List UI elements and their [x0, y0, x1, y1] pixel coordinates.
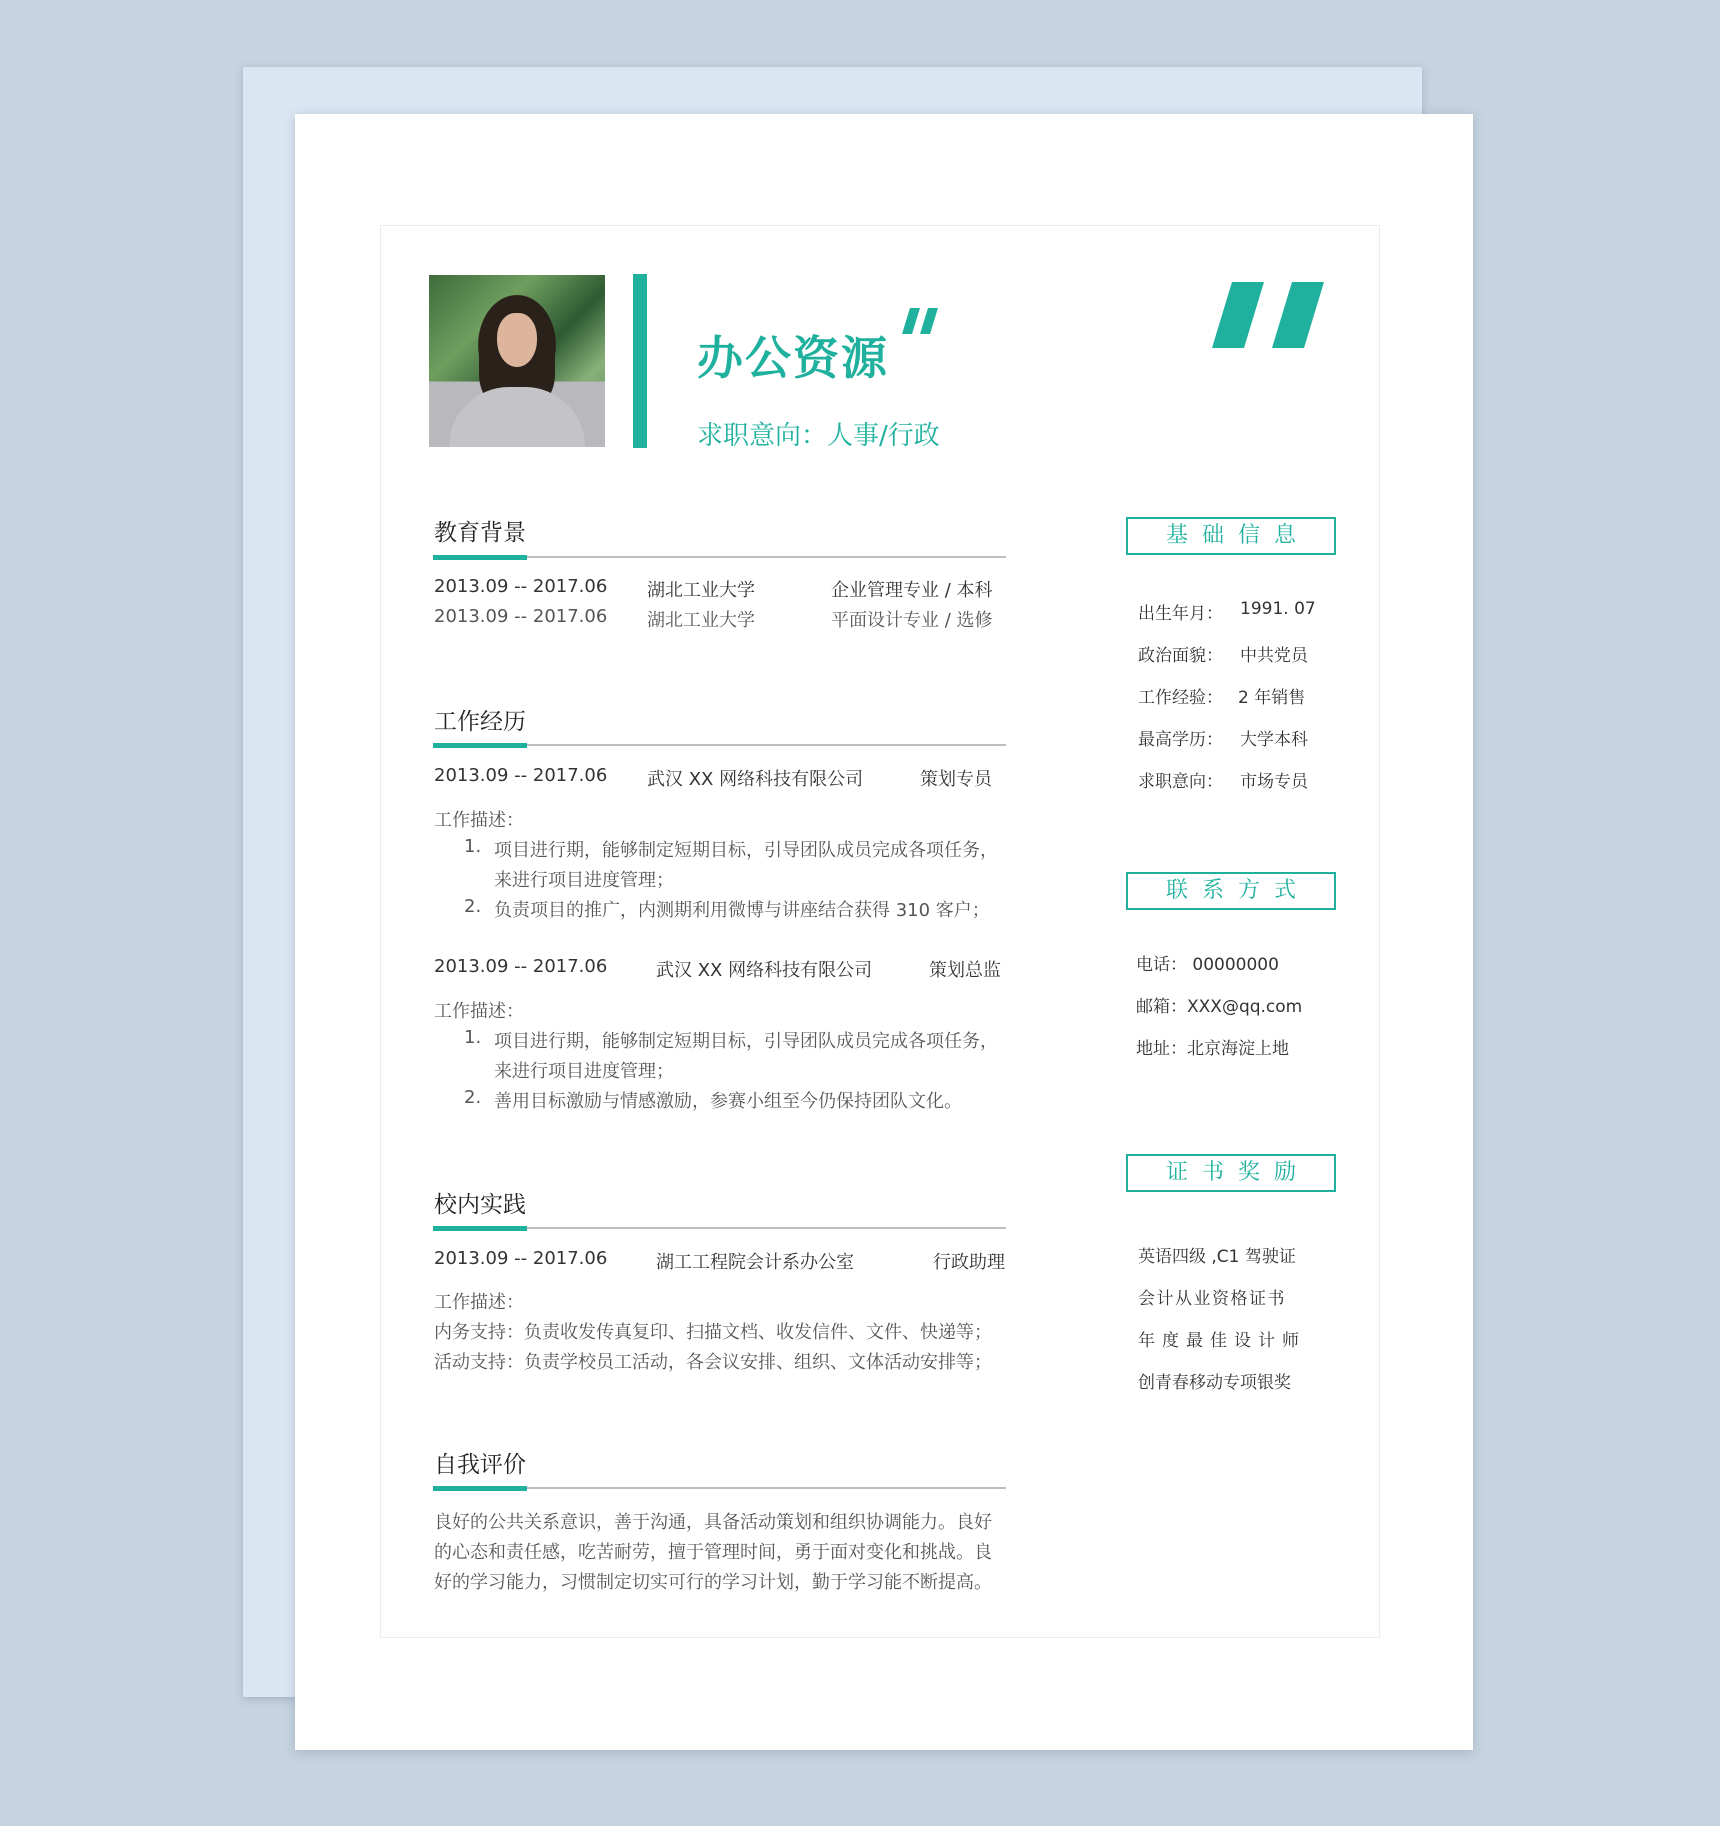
campus-desc-line: 内务支持：负责收发传真复印、扫描文档、收发信件、文件、快递等；: [434, 1322, 992, 1343]
small-quote-icon: [902, 306, 942, 336]
job-item-text: 善用目标激励与情感激励，参赛小组至今仍保持团队文化。: [494, 1091, 962, 1112]
contact-address: 地址：北京海淀上地: [1136, 1039, 1289, 1059]
award-item: 英语四级 ,C1 驾驶证: [1138, 1247, 1296, 1267]
job-item-number: 2.: [464, 896, 482, 917]
campus-org: 湖工工程院会计系办公室: [656, 1252, 854, 1273]
section-accent: [433, 743, 527, 748]
section-title-campus: 校内实践: [434, 1192, 526, 1218]
info-value: 2 年销售: [1238, 688, 1306, 708]
job-item-text: 负责项目的推广，内测期利用微博与讲座结合获得 310 客户；: [494, 900, 990, 921]
job-item-number: 1.: [464, 836, 482, 857]
info-label: 政治面貌：: [1138, 646, 1223, 666]
info-value: 市场专员: [1240, 772, 1308, 792]
job-date: 2013.09 -- 2017.06: [434, 956, 608, 977]
edu-date: 2013.09 -- 2017.06: [434, 576, 608, 597]
info-value: 1991. 07: [1240, 599, 1316, 619]
job-company: 武汉 XX 网络科技有限公司: [647, 769, 864, 790]
info-label: 最高学历：: [1138, 730, 1223, 750]
profile-photo: [429, 275, 605, 447]
section-accent: [433, 1486, 527, 1491]
job-item-text: 来进行项目进度管理；: [494, 870, 674, 891]
edu-school: 湖北工业大学: [647, 610, 755, 631]
header-accent-bar: [633, 274, 647, 448]
info-label: 出生年月：: [1138, 604, 1223, 624]
job-role: 策划专员: [920, 769, 992, 790]
info-label: 求职意向：: [1138, 772, 1223, 792]
campus-desc-label: 工作描述：: [434, 1292, 524, 1313]
contact-phone: 电话： 00000000: [1136, 955, 1279, 975]
info-label: 工作经验：: [1138, 688, 1223, 708]
section-title-education: 教育背景: [434, 520, 526, 546]
job-company: 武汉 XX 网络科技有限公司: [656, 960, 873, 981]
sidebar-title-awards: 证书奖励: [1126, 1154, 1336, 1192]
section-accent: [433, 555, 527, 560]
section-title-work: 工作经历: [434, 709, 526, 735]
campus-date: 2013.09 -- 2017.06: [434, 1248, 608, 1269]
job-date: 2013.09 -- 2017.06: [434, 765, 608, 786]
large-quote-icon: [1212, 282, 1326, 348]
edu-date: 2013.09 -- 2017.06: [434, 606, 608, 627]
section-accent: [433, 1226, 527, 1231]
self-eval-line: 的心态和责任感，吃苦耐劳，擅于管理时间，勇于面对变化和挑战。良: [434, 1542, 992, 1563]
info-value: 中共党员: [1240, 646, 1308, 666]
job-intent: 求职意向：人事/行政: [697, 421, 940, 451]
award-item: 创青春移动专项银奖: [1138, 1373, 1291, 1393]
self-eval-line: 好的学习能力，习惯制定切实可行的学习计划，勤于学习能不断提高。: [434, 1572, 992, 1593]
edu-major: 平面设计专业 / 选修: [831, 610, 993, 631]
job-item-text: 项目进行期，能够制定短期目标，引导团队成员完成各项任务，: [494, 1031, 998, 1052]
candidate-name: 办公资源: [697, 331, 889, 385]
section-title-self-eval: 自我评价: [434, 1452, 526, 1478]
award-item: 会计从业资格证书: [1138, 1289, 1286, 1309]
info-value: 大学本科: [1240, 730, 1308, 750]
sidebar-title-basic-info: 基础信息: [1126, 517, 1336, 555]
job-item-text: 项目进行期，能够制定短期目标，引导团队成员完成各项任务，: [494, 840, 998, 861]
job-item-number: 1.: [464, 1027, 482, 1048]
job-item-text: 来进行项目进度管理；: [494, 1061, 674, 1082]
job-desc-label: 工作描述：: [434, 810, 524, 831]
contact-email: 邮箱：XXX@qq.com: [1136, 997, 1303, 1017]
sidebar-title-contact: 联系方式: [1126, 872, 1336, 910]
job-item-number: 2.: [464, 1087, 482, 1108]
campus-desc-line: 活动支持：负责学校员工活动，各会议安排、组织、文体活动安排等；: [434, 1352, 992, 1373]
job-role: 策划总监: [929, 960, 1001, 981]
job-desc-label: 工作描述：: [434, 1001, 524, 1022]
campus-role: 行政助理: [933, 1252, 1005, 1273]
edu-school: 湖北工业大学: [647, 580, 755, 601]
self-eval-line: 良好的公共关系意识，善于沟通，具备活动策划和组织协调能力。良好: [434, 1512, 992, 1533]
award-item: 年度最佳设计师: [1138, 1331, 1306, 1351]
edu-major: 企业管理专业 / 本科: [831, 580, 993, 601]
